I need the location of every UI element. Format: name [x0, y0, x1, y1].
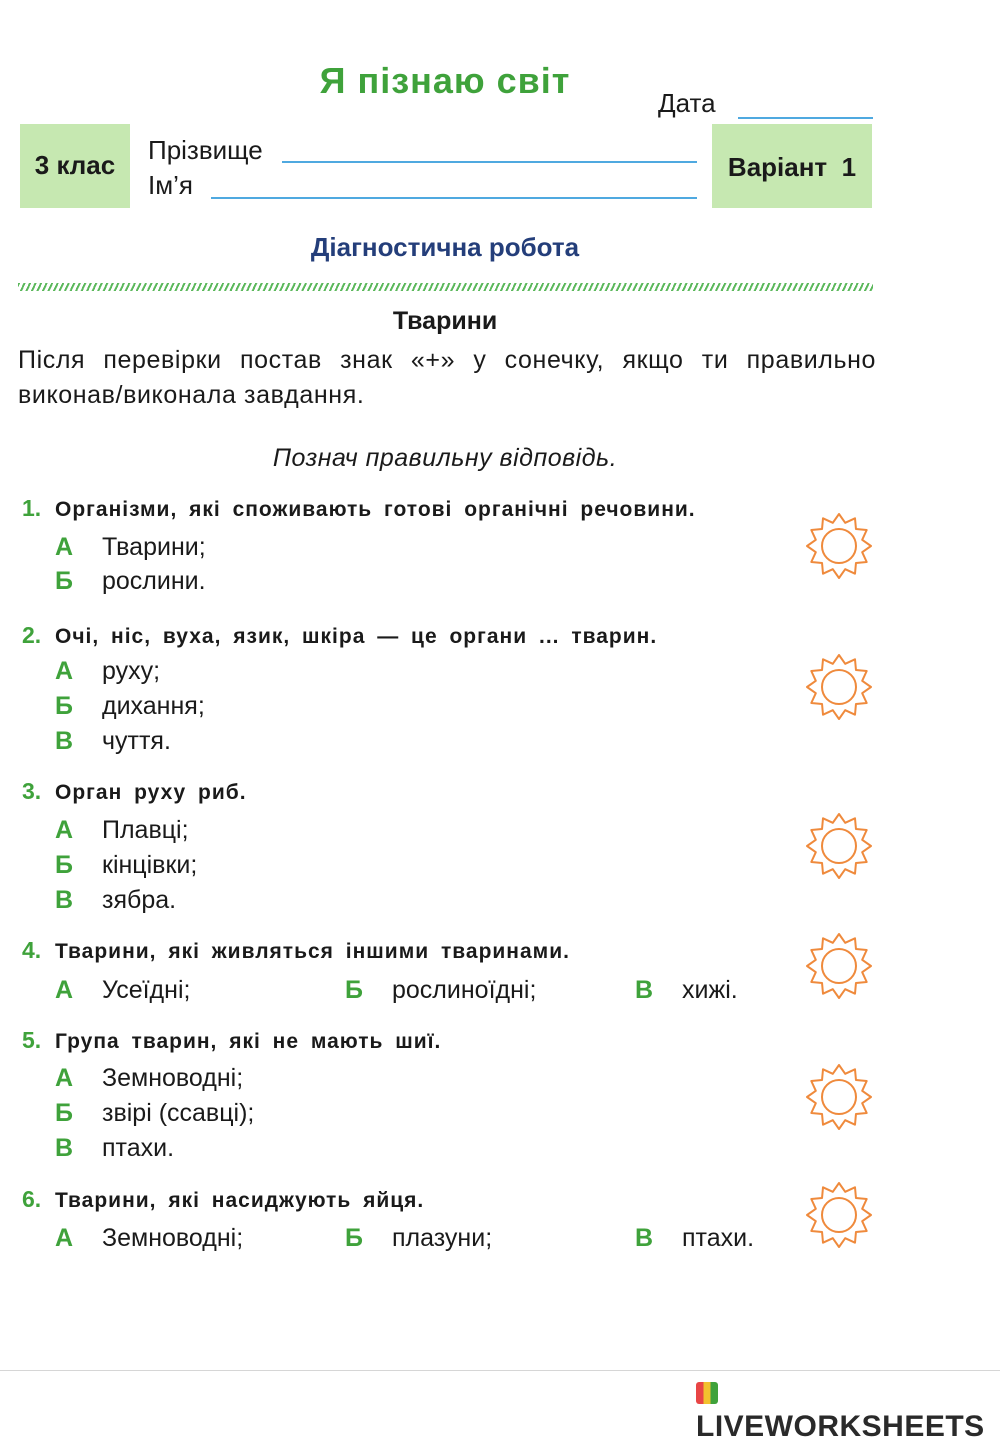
logo-icon — [696, 1382, 718, 1404]
question-text: Організми, які споживають готові органічні речовини. — [55, 498, 696, 521]
task-note: Познач правильну відповідь. — [272, 444, 618, 472]
option-letter: А — [55, 976, 74, 1004]
option-text[interactable]: птахи. — [682, 1224, 755, 1252]
sun-icon[interactable] — [805, 932, 873, 1000]
question-number: 4. — [22, 937, 42, 963]
sun-icon[interactable] — [805, 653, 873, 721]
sun-icon[interactable] — [805, 812, 873, 880]
variant-label: Варіант 1 — [727, 152, 857, 182]
option-text[interactable]: птахи. — [102, 1134, 175, 1162]
option-letter: А — [55, 1224, 74, 1252]
option-text[interactable]: зябра. — [102, 886, 177, 914]
option-letter: А — [55, 657, 74, 685]
name-input-line[interactable] — [211, 197, 697, 199]
sun-icon[interactable] — [805, 1181, 873, 1249]
option-letter: В — [635, 976, 654, 1004]
surname-input-line[interactable] — [282, 161, 697, 163]
option-text[interactable]: Усеїдні; — [102, 976, 191, 1004]
option-text[interactable]: хижі. — [682, 976, 738, 1004]
option-text[interactable]: чуття. — [102, 727, 171, 755]
option-letter: Б — [345, 976, 363, 1004]
option-letter: Б — [345, 1224, 363, 1252]
sun-icon[interactable] — [805, 512, 873, 580]
option-letter: В — [55, 886, 74, 914]
surname-label: Прізвище — [148, 135, 263, 165]
question-number: 3. — [22, 778, 42, 804]
question-text: Група тварин, які не мають шиї. — [55, 1030, 442, 1053]
option-letter: Б — [55, 692, 73, 720]
logo-text: LIVEWORKSHEETS — [696, 1410, 985, 1443]
date-input-line[interactable] — [738, 117, 873, 119]
liveworksheets-logo[interactable] — [696, 1376, 1000, 1444]
option-letter: В — [635, 1224, 654, 1252]
sun-rays — [807, 934, 871, 998]
question-number: 6. — [22, 1186, 42, 1212]
option-letter: В — [55, 727, 74, 755]
option-letter: А — [55, 1064, 74, 1092]
question-text: Орган руху риб. — [55, 781, 247, 804]
option-text[interactable]: руху; — [102, 657, 161, 685]
option-text[interactable]: Земноводні; — [102, 1064, 244, 1092]
option-text[interactable]: звірі (ссавці); — [102, 1099, 255, 1127]
sun-core — [822, 829, 856, 863]
question-number: 1. — [22, 495, 42, 521]
sun-core — [822, 949, 856, 983]
option-text[interactable]: рослини. — [102, 567, 206, 595]
question-text: Очі, ніс, вуха, язик, шкіра — це органи ... тварин. — [55, 625, 658, 648]
option-letter: Б — [55, 567, 73, 595]
sun-rays — [807, 1065, 871, 1129]
option-text[interactable]: Тварини; — [102, 533, 206, 561]
option-letter: Б — [55, 851, 73, 879]
option-text[interactable]: кінцівки; — [102, 851, 198, 879]
subtitle: Діагностична робота — [310, 232, 580, 262]
sun-core — [822, 670, 856, 704]
hatched-divider — [18, 283, 873, 291]
question-text: Тварини, які насиджують яйця. — [55, 1189, 425, 1212]
sun-core — [822, 1198, 856, 1232]
sun-rays — [807, 1183, 871, 1247]
option-letter: Б — [55, 1099, 73, 1127]
option-text[interactable]: дихання; — [102, 692, 205, 720]
sun-rays — [807, 655, 871, 719]
sun-rays — [807, 814, 871, 878]
section-title: Тварини — [392, 307, 498, 335]
question-number: 5. — [22, 1027, 42, 1053]
page-title: Я пізнаю світ — [319, 60, 571, 101]
footer-divider — [0, 1370, 1000, 1371]
sun-core — [822, 1080, 856, 1114]
option-text[interactable]: Плавці; — [102, 816, 189, 844]
instruction-text: Після перевірки постав знак «+» у сонечку, якщо ти правильно виконав/виконала завдання. — [18, 346, 876, 409]
option-letter: В — [55, 1134, 74, 1162]
sun-core — [822, 529, 856, 563]
date-label: Дата — [658, 88, 716, 118]
option-letter: А — [55, 816, 74, 844]
grade-label: 3 клас — [34, 150, 116, 180]
option-text[interactable]: рослиноїдні; — [392, 976, 537, 1004]
option-text[interactable]: плазуни; — [392, 1224, 493, 1252]
question-text: Тварини, які живляться іншими тваринами. — [55, 940, 570, 963]
sun-rays — [807, 514, 871, 578]
name-label: Ім’я — [148, 170, 193, 200]
question-number: 2. — [22, 622, 42, 648]
sun-icon[interactable] — [805, 1063, 873, 1131]
option-text[interactable]: Земноводні; — [102, 1224, 244, 1252]
option-letter: А — [55, 533, 74, 561]
